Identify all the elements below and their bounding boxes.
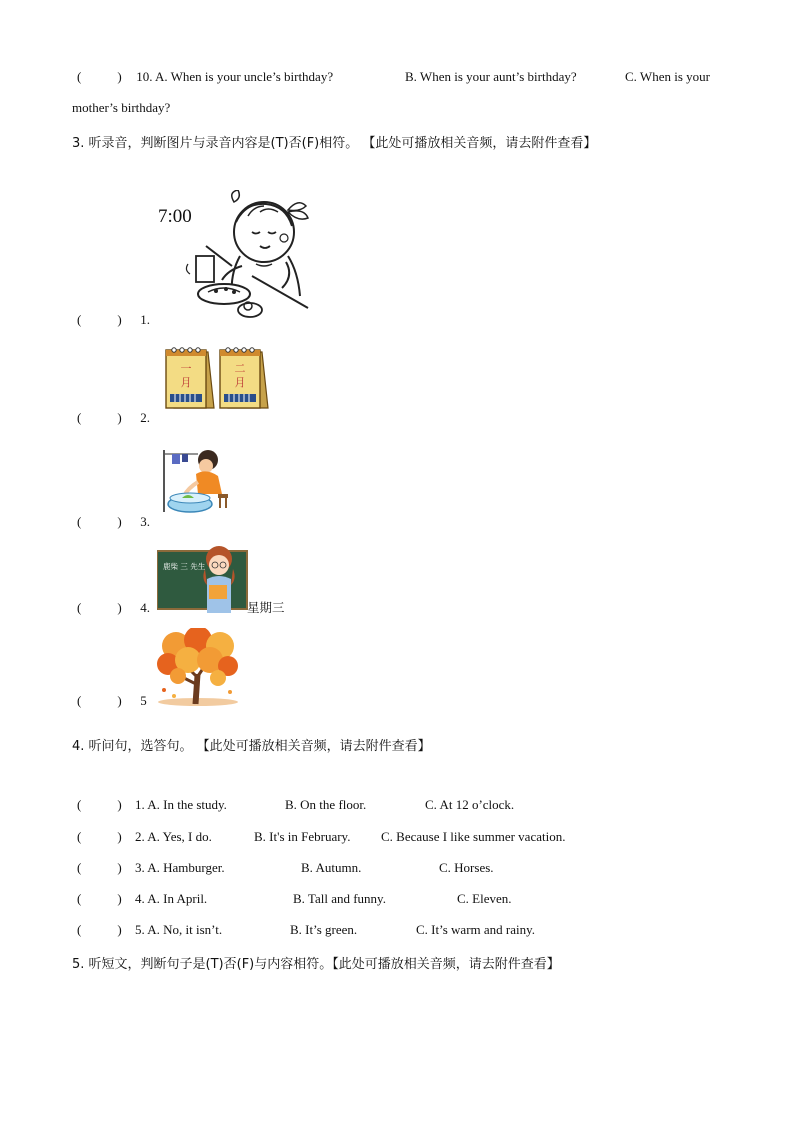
section-4-item-5: ( ) 5. A. No, it isn’t.: [77, 922, 223, 937]
section-4-item-1-option-b: B. On the floor.: [285, 797, 367, 812]
option-a: A. Hamburger.: [147, 860, 225, 875]
clock-time-text: 7:00: [158, 206, 192, 227]
section-4-item-3-option-c: C. Horses.: [439, 860, 494, 875]
calendar-january-icon: [166, 348, 214, 408]
section-4-item-1-option-c: C. At 12 o’clock.: [425, 797, 515, 812]
section-3-item-1: ( ) 1.: [77, 312, 150, 327]
section-4-item-2-option-b: B. It's in February.: [254, 829, 351, 844]
section-4-item-4-option-b: B. Tall and funny.: [293, 891, 386, 906]
section-3-item-4: ( ) 4.: [77, 600, 150, 615]
autumn-tree-image: [156, 628, 240, 706]
item-number: 10.: [136, 69, 153, 84]
section-4-item-2: ( ) 2. A. Yes, I do.: [77, 829, 212, 844]
section-3-item-3: ( ) 3.: [77, 514, 150, 529]
q2-item-10-option-c-cont: mother’s birthday?: [72, 100, 171, 115]
item-number: 4.: [140, 600, 150, 615]
section-3-item-2: ( ) 2.: [77, 410, 150, 425]
washing-clothes-image: [160, 448, 236, 516]
teacher-blackboard-image: [157, 545, 249, 613]
q2-item-10-option-b: B. When is your aunt’s birthday?: [405, 69, 577, 84]
weekday-caption: 星期三: [247, 600, 285, 615]
girl-eating-breakfast-image: [156, 190, 312, 322]
section-4-item-5-option-c: C. It’s warm and rainy.: [416, 922, 536, 937]
svg-text:一: 一: [180, 362, 192, 375]
item-number: 5: [140, 693, 147, 708]
answer-paren-close: ): [117, 69, 122, 84]
section-4-item-3-option-b: B. Autumn.: [301, 860, 362, 875]
option-a: A. Yes, I do.: [147, 829, 212, 844]
section-4-item-3: ( ) 3. A. Hamburger.: [77, 860, 225, 875]
svg-text:月: 月: [180, 376, 192, 389]
option-a: A. In April.: [147, 891, 208, 906]
section-4-title: 4. 听问句，选答句。 【此处可播放相关音频，请去附件查看】: [72, 739, 431, 754]
q2-item-10-option-c: C. When is your: [625, 69, 710, 84]
svg-text:月: 月: [234, 376, 246, 389]
option-a: A. No, it isn’t.: [147, 922, 223, 937]
item-number: 1.: [140, 312, 150, 327]
section-4-item-1: ( ) 1. A. In the study.: [77, 797, 227, 812]
svg-text:二: 二: [234, 362, 246, 375]
section-5-title: 5. 听短文，判断句子是(T)否(F)与内容相符。【此处可播放相关音频，请去附件查看】: [72, 957, 560, 972]
calendar-february-icon: [220, 348, 268, 408]
calendars-image: [164, 344, 272, 414]
section-4-item-4: ( ) 4. A. In April.: [77, 891, 208, 906]
item-number: 2.: [140, 410, 150, 425]
section-3-item-5: ( ) 5: [77, 693, 147, 708]
answer-paren-open: (: [77, 69, 82, 84]
section-3-title: 3. 听录音，判断图片与录音内容是(T)否(F)相符。 【此处可播放相关音频，请去附件查看】: [72, 136, 597, 151]
section-4-item-2-option-c: C. Because I like summer vacation.: [381, 829, 566, 844]
section-4-item-4-option-c: C. Eleven.: [457, 891, 512, 906]
blackboard-text: 鹿柴 三 先生: [163, 562, 206, 571]
option-a: A. When is your uncle’s birthday?: [154, 69, 334, 84]
q2-item-10: [77, 69, 333, 85]
section-4-item-5-option-b: B. It’s green.: [290, 922, 358, 937]
item-number: 3.: [140, 514, 150, 529]
option-a: A. In the study.: [147, 797, 227, 812]
